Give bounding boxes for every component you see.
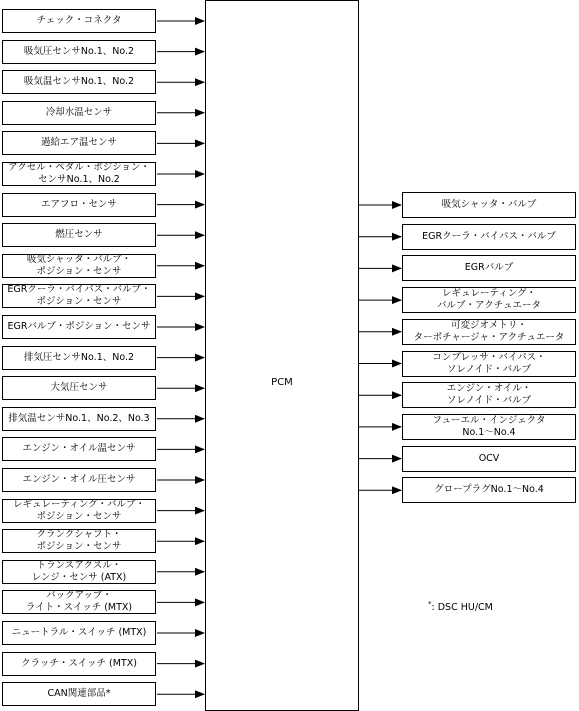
pcm-label: PCM <box>271 377 293 388</box>
input-box: 排気温センサNo.1、No.2、No.3 <box>2 407 156 431</box>
input-box: 吸気圧センサNo.1、No.2 <box>2 40 156 64</box>
input-box: エアフロ・センサ <box>2 193 156 217</box>
input-box: EGRクーラ・バイパス・バルブ・ ポジション・センサ <box>2 284 156 308</box>
input-box: 冷却水温センサ <box>2 101 156 125</box>
input-box: 燃圧センサ <box>2 223 156 247</box>
output-box: EGRクーラ・バイパス・バルブ <box>402 224 576 250</box>
input-box: アクセル・ペダル・ポジション・ センサNo.1、No.2 <box>2 162 156 186</box>
input-box: ニュートラル・スイッチ (MTX) <box>2 621 156 645</box>
input-box: エンジン・オイル温センサ <box>2 437 156 461</box>
input-box: チェック・コネクタ <box>2 9 156 33</box>
output-box: エンジン・オイル・ ソレノイド・バルブ <box>402 382 576 408</box>
input-box: EGRバルブ・ポジション・センサ <box>2 315 156 339</box>
input-box: レギュレーティング・バルブ・ ポジション・センサ <box>2 499 156 523</box>
input-box: エンジン・オイル圧センサ <box>2 468 156 492</box>
output-box: レギュレーティング・ バルブ・アクチュエータ <box>402 287 576 313</box>
output-box: グロープラグNo.1～No.4 <box>402 477 576 503</box>
footnote-mark: * <box>428 600 432 608</box>
output-box: 吸気シャッタ・バルブ <box>402 192 576 218</box>
input-box: CAN関連部品* <box>2 682 156 706</box>
input-box: バックアップ・ ライト・スイッチ (MTX) <box>2 590 156 614</box>
input-box: 吸気温センサNo.1、No.2 <box>2 70 156 94</box>
output-box: OCV <box>402 446 576 472</box>
output-box: コンプレッサ・バイパス・ ソレノイド・バルブ <box>402 351 576 377</box>
output-box: EGRバルブ <box>402 255 576 281</box>
output-box: フューエル・インジェクタ No.1～No.4 <box>402 414 576 440</box>
pcm-block <box>205 0 359 711</box>
input-box: 大気圧センサ <box>2 376 156 400</box>
input-box: 排気圧センサNo.1、No.2 <box>2 346 156 370</box>
input-box: 吸気シャッタ・バルブ・ ポジション・センサ <box>2 254 156 278</box>
input-box: 過給エア温センサ <box>2 131 156 155</box>
input-box: クランクシャフト・ ポジション・センサ <box>2 529 156 553</box>
footnote-text: : DSC HU/CM <box>431 602 493 614</box>
input-box: トランスアクスル・ レンジ・センサ (ATX) <box>2 560 156 584</box>
input-box: クラッチ・スイッチ (MTX) <box>2 652 156 676</box>
footnote <box>428 600 493 613</box>
output-box: 可変ジオメトリ・ ターボチャージャ・アクチュエータ <box>402 319 576 345</box>
